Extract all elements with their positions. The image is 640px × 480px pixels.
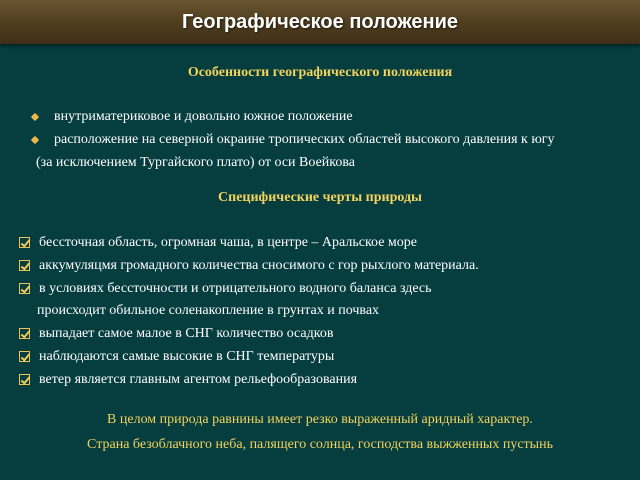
- check-item-text: аккумуляцмя громадного количества сносимого с гор рыхлого материала.: [39, 258, 479, 273]
- checkbox-checked-icon: [19, 351, 30, 362]
- checkbox-checked-icon: [19, 237, 30, 248]
- diamond-bullet-icon: [31, 113, 39, 121]
- check-item-continuation: происходит обильное соленакопление в грунтах и почвах: [37, 303, 380, 318]
- check-item-text: в условиях бессточности и отрицательного водного баланса здесь: [39, 281, 432, 296]
- conclusion-line: В целом природа равнины имеет резко выраженный аридный характер.: [107, 412, 533, 427]
- check-item-text: наблюдаются самые высокие в СНГ температуры: [39, 349, 335, 364]
- section-heading-features: Особенности географического положения: [187, 65, 453, 80]
- list-item-text: расположение на северной окраине тропических областей высокого давления к югу: [54, 132, 555, 147]
- checkbox-checked-icon: [19, 328, 30, 339]
- checkbox-checked-icon: [19, 283, 30, 294]
- slide-title: Географическое положение: [181, 11, 459, 33]
- list-item-continuation: (за исключением Тургайского плато) от оси Воейкова: [36, 155, 355, 170]
- checkbox-checked-icon: [19, 260, 30, 271]
- list-item-text: внутриматериковое и довольно южное положение: [54, 109, 353, 124]
- check-item-text: ветер является главным агентом рельефообразования: [39, 372, 358, 387]
- section-heading-nature: Специфические черты природы: [218, 190, 422, 205]
- check-item-text: выпадает самое малое в СНГ количество осадков: [39, 326, 334, 341]
- check-item-text: бессточная область, огромная чаша, в центре – Аральское море: [39, 235, 417, 250]
- conclusion-line: Страна безоблачного неба, палящего солнца, господства выжженных пустынь: [87, 437, 553, 452]
- checkbox-checked-icon: [19, 374, 30, 385]
- diamond-bullet-icon: [31, 136, 39, 144]
